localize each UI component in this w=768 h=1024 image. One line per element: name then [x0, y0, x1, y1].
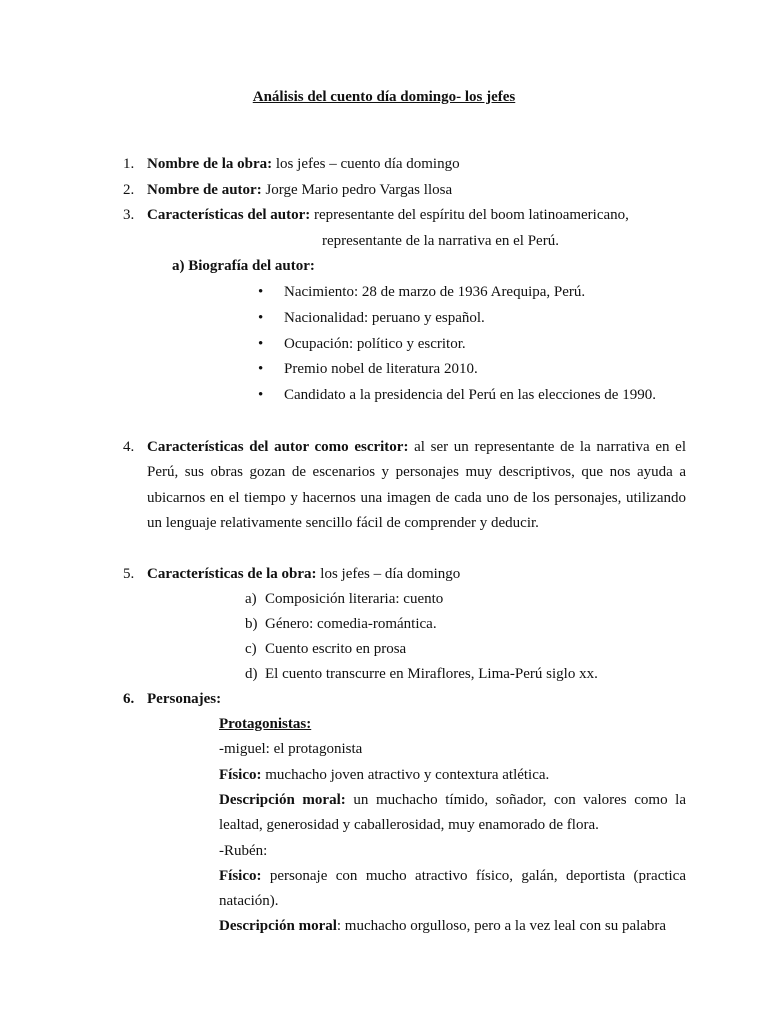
character-name: -miguel: el protagonista	[219, 741, 363, 757]
character-description: natación).	[219, 893, 279, 909]
subsection-label: a) Biografía del autor:	[172, 258, 315, 274]
paragraph-line: un lenguaje relativamente sencillo fácil de comprender y deducir.	[147, 515, 539, 531]
document-title: Análisis del cuento día domingo- los jefes	[252, 89, 516, 105]
character-description: Físico: personaje con mucho atractivo físico, galán, deportista (practica	[219, 868, 686, 884]
bullet-icon: •	[258, 336, 264, 352]
item-label: Características de la obra:	[147, 566, 317, 582]
bullet-icon: •	[258, 387, 264, 403]
character-description: Físico: muchacho joven atractivo y contextura atlética.	[219, 767, 550, 783]
item-label: Características del autor:	[147, 207, 311, 223]
item-text: los jefes – cuento día domingo	[272, 156, 460, 172]
bullet-icon: •	[258, 310, 264, 326]
item-label: Nombre de la obra:	[147, 156, 273, 172]
item-text: Jorge Mario pedro Vargas llosa	[261, 182, 453, 198]
item-label: Personajes:	[147, 691, 222, 707]
paragraph-line: ubicarnos en el tiempo y hacernos una imagen de cada uno de los personajes, utilizando	[147, 490, 686, 506]
document-page: Análisis del cuento día domingo- los jefes 1. Nombre de la obra: los jefes – cuento día domingo 2. Nombre de autor: Jorge Mario pedro Vargas llosa 3. Características del autor: representante del espíritu del boom latinoamericano, representante de la narrativa en el Perú. a) Biografía del autor: • Nacimiento: 28 de marzo de 1936 Arequipa, Perú. • Nacionalidad: peruano y español. • Ocupación: político y escritor. • Premio nobel de literatura 2010. • Candidato a la presidencia del Perú en las elecciones de 1990. 4. Características del autor como escritor: al ser un representante de la narrativa en el Perú, sus obras gozan de escenarios y personajes muy descriptivos, que nos ayuda a ubicarnos en el tiempo y hacernos una imagen de cada uno de los personajes, utilizando un lenguaje relativamente sencillo fácil de comprender y deducir. 5. Características de la obra: los jefes – día domingo a) Composición literaria: cuento b) Género: comedia-romántica. c) Cuento escrito en prosa d) El cuento transcurre en Miraflores, Lima-Perú siglo xx. 6. Personajes: Protagonistas: -miguel: el protagonista Físico: muchacho joven atractivo y contextura atlética. Descripción moral: un muchacho tímido, soñador, con valores como la lealtad, generosidad y caballerosidad, muy enamorado de flora. -Rubén: Físico: personaje con mucho atractivo físico, galán, deportista (practica natación). Descripción moral: muchacho orgulloso, pero a la vez leal con su palabra	[0, 0, 768, 1024]
character-name: -Rubén:	[219, 843, 268, 859]
item-text: representante del espíritu del boom latinoamericano,	[310, 207, 629, 223]
character-description: Descripción moral: un muchacho tímido, soñador, con valores como la	[219, 792, 687, 808]
character-description: Descripción moral: muchacho orgulloso, pero a la vez leal con su palabra	[219, 918, 667, 934]
bullet-icon: •	[258, 361, 264, 377]
paragraph-line: Perú, sus obras gozan de escenarios y personajes muy descriptivos, que nos ayuda a	[147, 464, 686, 480]
item-label: Características del autor como escritor:	[147, 439, 409, 455]
item-continuation: representante de la narrativa en el Perú.	[322, 233, 559, 249]
protagonistas-heading: Protagonistas:	[219, 716, 312, 732]
bullet-icon: •	[258, 284, 264, 300]
character-description: lealtad, generosidad y caballerosidad, muy enamorado de flora.	[219, 817, 599, 833]
item-label: Nombre de autor:	[147, 182, 262, 198]
